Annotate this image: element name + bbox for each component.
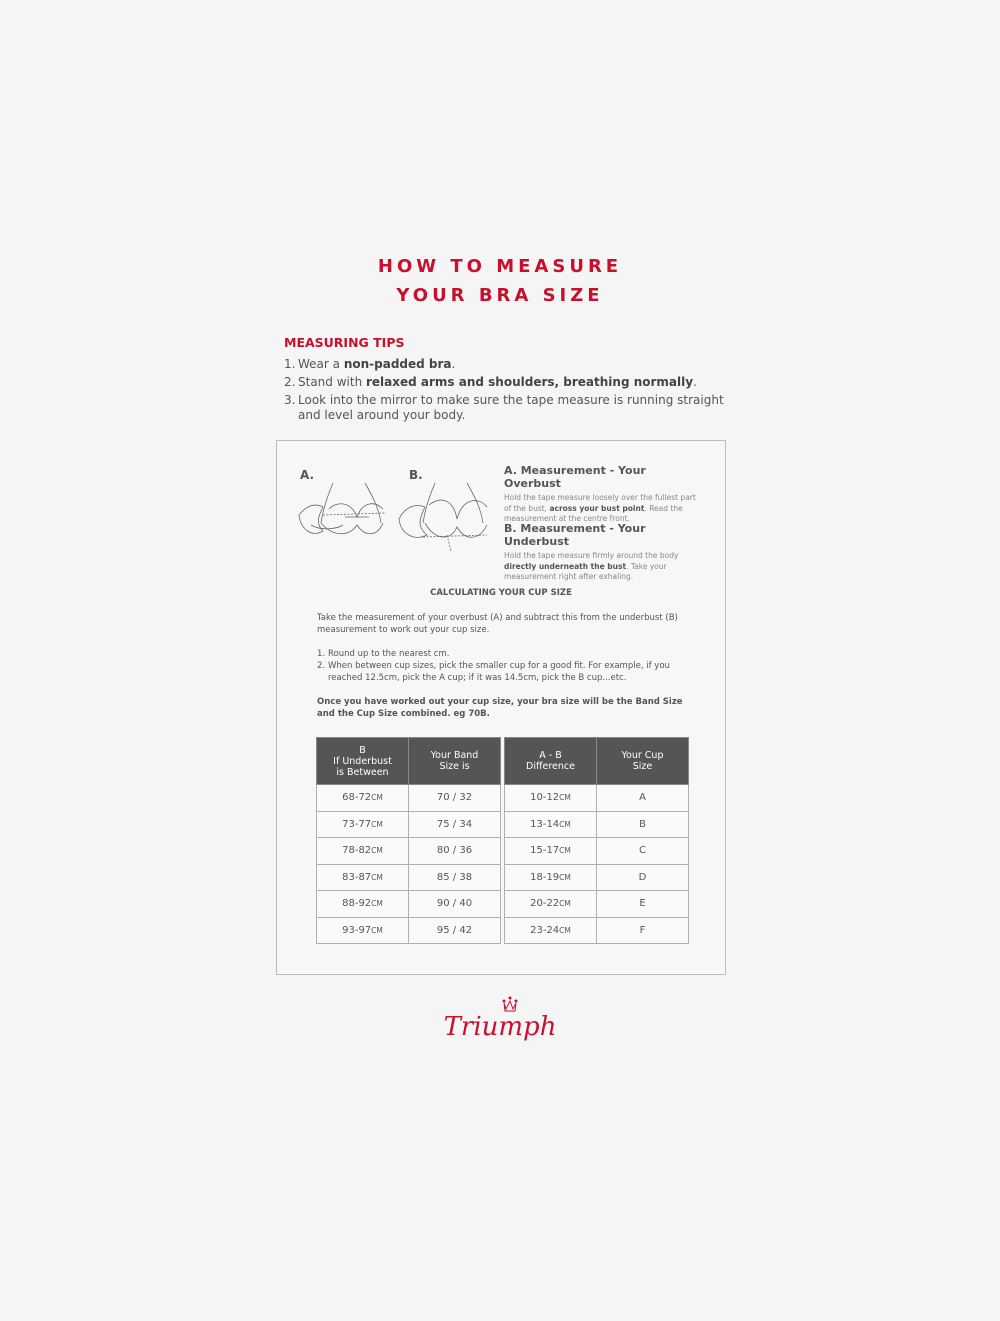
band-range-cell: [317, 811, 409, 838]
band-unit: CM: [371, 846, 383, 856]
cup-range-value: 15-17: [530, 845, 560, 857]
band-range-value: 73-77: [342, 818, 372, 830]
underbust-illustration-icon: [395, 479, 495, 551]
underbust-text-end: . Take your measurement right after exhaling.: [504, 561, 667, 581]
cup-size-cell: B: [597, 811, 689, 838]
cup-range-value: 23-24: [530, 924, 560, 936]
cup-header-size: Your Cup Size: [597, 738, 689, 785]
brand-name: Triumph: [443, 1012, 557, 1042]
cup-row: [505, 917, 689, 944]
overbust-text: Hold the tape measure loosely over the fullest part of the bust,: [504, 493, 696, 513]
band-range-value: 93-97: [342, 924, 372, 936]
calc-steps: [317, 648, 687, 684]
underbust-bold: directly underneath the bust: [504, 561, 627, 571]
tip-number: 2.: [284, 375, 296, 389]
tip-text-end: .: [693, 375, 697, 389]
figure-a-label: A.: [300, 468, 315, 482]
band-unit: CM: [371, 793, 383, 803]
band-range-value: 83-87: [342, 871, 372, 883]
band-row: [317, 917, 501, 944]
cup-size-cell: F: [597, 917, 689, 944]
cup-unit: CM: [559, 793, 571, 803]
band-size-cell: 80 / 36: [409, 838, 501, 865]
band-range-cell: [317, 785, 409, 812]
band-range-value: 88-92: [342, 898, 372, 910]
overbust-bold: across your bust point: [549, 503, 645, 513]
cup-size-cell: C: [597, 838, 689, 865]
tip-item: [284, 375, 724, 390]
cup-row: [505, 838, 689, 865]
band-range-cell: [317, 864, 409, 891]
calc-step-number: 2.: [317, 661, 326, 671]
cup-header-difference: A - B Difference: [505, 738, 597, 785]
title-line-1: HOW TO MEASURE: [377, 256, 623, 277]
overbust-text-end: . Read the measurement at the centre front.: [504, 503, 683, 523]
calc-step-text: Round up to the nearest cm.: [328, 649, 450, 659]
cup-range-cell: [505, 811, 597, 838]
cup-range-cell: [505, 917, 597, 944]
overbust-illustration-icon: [293, 479, 393, 551]
cup-row: [505, 864, 689, 891]
tip-text: Wear a: [298, 357, 344, 371]
tip-bold: non-padded bra: [343, 357, 452, 371]
tip-bold: relaxed arms and shoulders, breathing normally: [366, 375, 694, 389]
cup-unit: CM: [559, 899, 571, 909]
cup-size-table: [504, 737, 689, 944]
title-line-2: YOUR BRA SIZE: [396, 285, 604, 306]
band-unit: CM: [371, 819, 383, 829]
cup-row: [505, 891, 689, 918]
band-header-size: Your Band Size is: [409, 738, 501, 785]
cup-unit: CM: [559, 872, 571, 882]
overbust-title: A. Measurement - Your Overbust: [504, 464, 646, 490]
cup-range-cell: [505, 838, 597, 865]
band-header-underbust: B If Underbust is Between: [317, 738, 409, 785]
calc-intro: Take the measurement of your overbust (A) and subtract this from the underbust (B) measurement to work out your cup size.: [317, 613, 678, 635]
cup-unit: CM: [559, 925, 571, 935]
cup-size-cell: D: [597, 864, 689, 891]
band-row: [317, 891, 501, 918]
band-size-cell: 70 / 32: [409, 785, 501, 812]
triumph-logo: [440, 995, 560, 1055]
band-size-cell: 85 / 38: [409, 864, 501, 891]
cup-size-cell: E: [597, 891, 689, 918]
band-range-cell: [317, 917, 409, 944]
calc-step: [317, 660, 687, 684]
page-title: [0, 252, 1000, 310]
tip-text-end: .: [451, 357, 456, 371]
tip-item: [284, 357, 724, 372]
band-unit: CM: [371, 872, 383, 882]
tip-item: [284, 393, 724, 423]
cup-range-value: 20-22: [530, 898, 560, 910]
band-size-table: [316, 737, 501, 944]
band-unit: CM: [371, 899, 383, 909]
cup-row: [505, 785, 689, 812]
calc-step-text: When between cup sizes, pick the smaller cup for a good fit. For example, if you reached 12.5cm, pick the A cup; if it was 14.5cm, pick the B cup...etc.: [328, 661, 670, 683]
overbust-description: [504, 493, 704, 525]
tip-text: Look into the mirror to make sure the tape measure is running straight and level around your body.: [298, 393, 724, 422]
band-row: [317, 811, 501, 838]
cup-range-value: 10-12: [530, 792, 560, 804]
cup-range-value: 13-14: [530, 818, 560, 830]
cup-range-cell: [505, 864, 597, 891]
band-range-cell: [317, 838, 409, 865]
tip-number: 1.: [284, 357, 296, 371]
tip-number: 3.: [284, 393, 296, 407]
cup-range-cell: [505, 891, 597, 918]
band-range-value: 78-82: [342, 845, 372, 857]
tips-heading: MEASURING TIPS: [284, 335, 405, 350]
cup-range-cell: [505, 785, 597, 812]
cup-range-value: 18-19: [530, 871, 560, 883]
underbust-title: B. Measurement - Your Underbust: [504, 522, 646, 548]
cup-size-cell: A: [597, 785, 689, 812]
band-range-value: 68-72: [342, 792, 372, 804]
underbust-measurement: [504, 522, 704, 583]
calc-step-number: 1.: [317, 649, 326, 659]
band-row: [317, 838, 501, 865]
cup-unit: CM: [559, 819, 571, 829]
calc-note: Once you have worked out your cup size, your bra size will be the Band Size and the Cup Size combined. eg 70B.: [317, 697, 683, 719]
measurement-guide-box: [276, 440, 726, 975]
tips-list: [284, 357, 724, 426]
underbust-text: Hold the tape measure firmly around the body: [504, 551, 679, 560]
band-size-cell: 75 / 34: [409, 811, 501, 838]
overbust-measurement: [504, 464, 704, 525]
calc-step: [317, 648, 687, 660]
band-row: [317, 864, 501, 891]
cup-unit: CM: [559, 846, 571, 856]
band-row: [317, 785, 501, 812]
underbust-description: [504, 551, 704, 583]
figure-b-label: B.: [409, 468, 423, 482]
tip-text: Stand with: [298, 375, 366, 389]
calc-heading: CALCULATING YOUR CUP SIZE: [430, 588, 572, 598]
band-size-cell: 95 / 42: [409, 917, 501, 944]
band-unit: CM: [371, 925, 383, 935]
band-range-cell: [317, 891, 409, 918]
cup-row: [505, 811, 689, 838]
band-size-cell: 90 / 40: [409, 891, 501, 918]
